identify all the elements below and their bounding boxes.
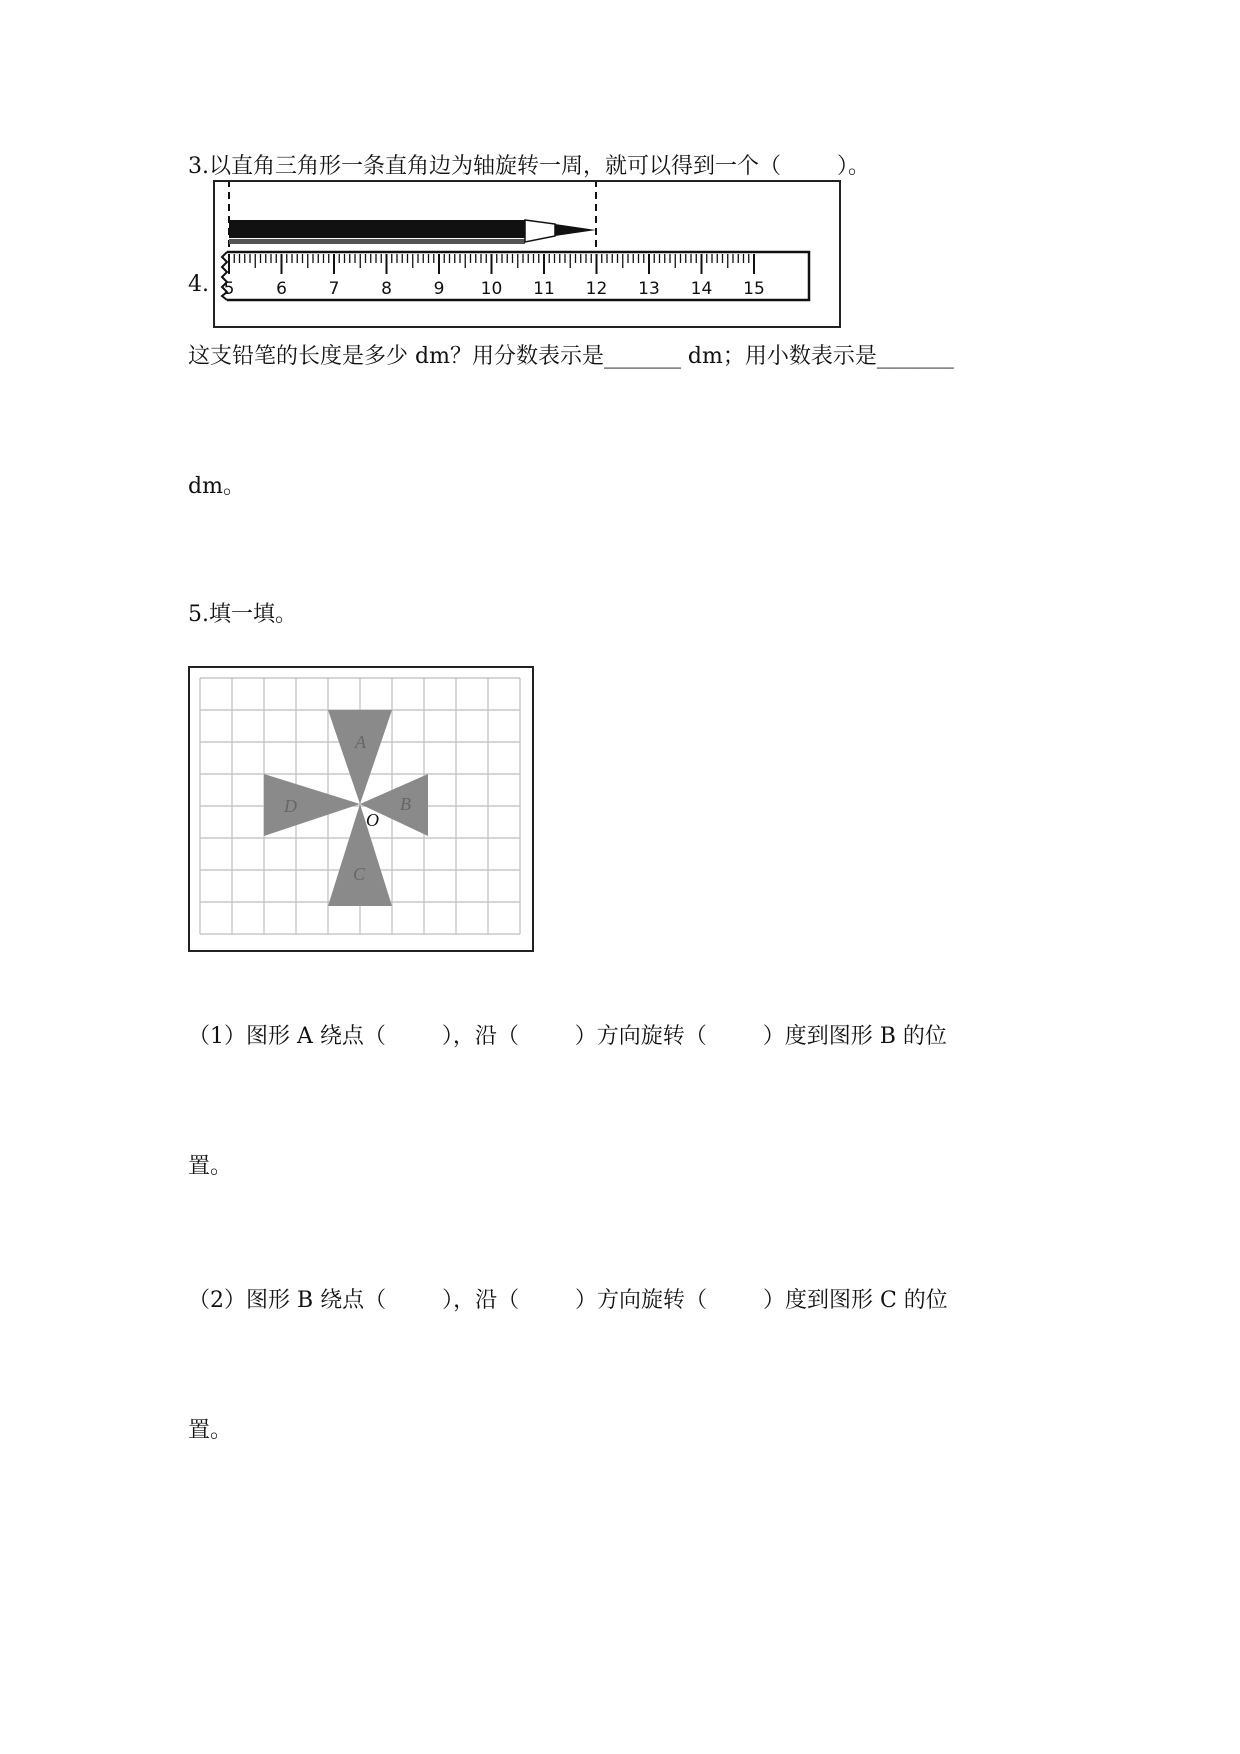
ruler-label: 12 <box>585 279 608 299</box>
question-4-text: 这支铅笔的长度是多少 dm？用分数表示是_______ dm；用小数表示是_______ <box>188 344 954 369</box>
ruler-label: 11 <box>533 279 555 299</box>
question-5-item-1-tail: 置。 <box>188 1154 233 1179</box>
ruler-label: 5 <box>223 279 235 299</box>
shape-d <box>264 774 360 836</box>
pencil-body <box>229 220 525 238</box>
question-4-number: 4. <box>188 272 209 297</box>
question-5-title: 5.填一填。 <box>188 602 297 627</box>
ruler-label: 8 <box>381 279 392 299</box>
pencil-ruler-svg <box>215 182 839 326</box>
pencil-sharpened-wood <box>525 220 555 242</box>
rotation-grid-svg <box>190 668 532 950</box>
question-5-item-2: （2）图形 B 绕点（ ），沿（ ）方向旋转（ ）度到图形 C 的位 <box>188 1288 948 1313</box>
question-3-text: 3.以直角三角形一条直角边为轴旋转一周，就可以得到一个（ ）。 <box>188 154 870 179</box>
pencil-body-shade <box>229 239 525 244</box>
ruler-label: 7 <box>328 279 340 299</box>
shape-a-label: A <box>355 732 366 752</box>
shape-d-label: D <box>284 796 297 816</box>
pencil-tip <box>555 224 596 236</box>
pencil-ruler-figure <box>213 180 841 328</box>
shape-a <box>328 710 392 804</box>
question-5-item-2-tail: 置。 <box>188 1418 233 1443</box>
rotation-figure <box>188 666 534 952</box>
ruler-label: 15 <box>743 279 765 299</box>
shape-b-label: B <box>400 794 411 814</box>
question-4-tail: dm。 <box>188 474 245 499</box>
ruler-label: 10 <box>480 279 503 299</box>
ruler-label: 9 <box>433 279 445 299</box>
ruler-label: 14 <box>690 279 713 299</box>
point-o-label: O <box>366 810 379 830</box>
ruler-label: 13 <box>638 279 660 299</box>
ruler-label: 6 <box>276 279 287 299</box>
question-5-item-1: （1）图形 A 绕点（ ），沿（ ）方向旋转（ ）度到图形 B 的位 <box>188 1024 947 1049</box>
shape-c <box>328 804 392 906</box>
shape-c-label: C <box>353 864 366 884</box>
